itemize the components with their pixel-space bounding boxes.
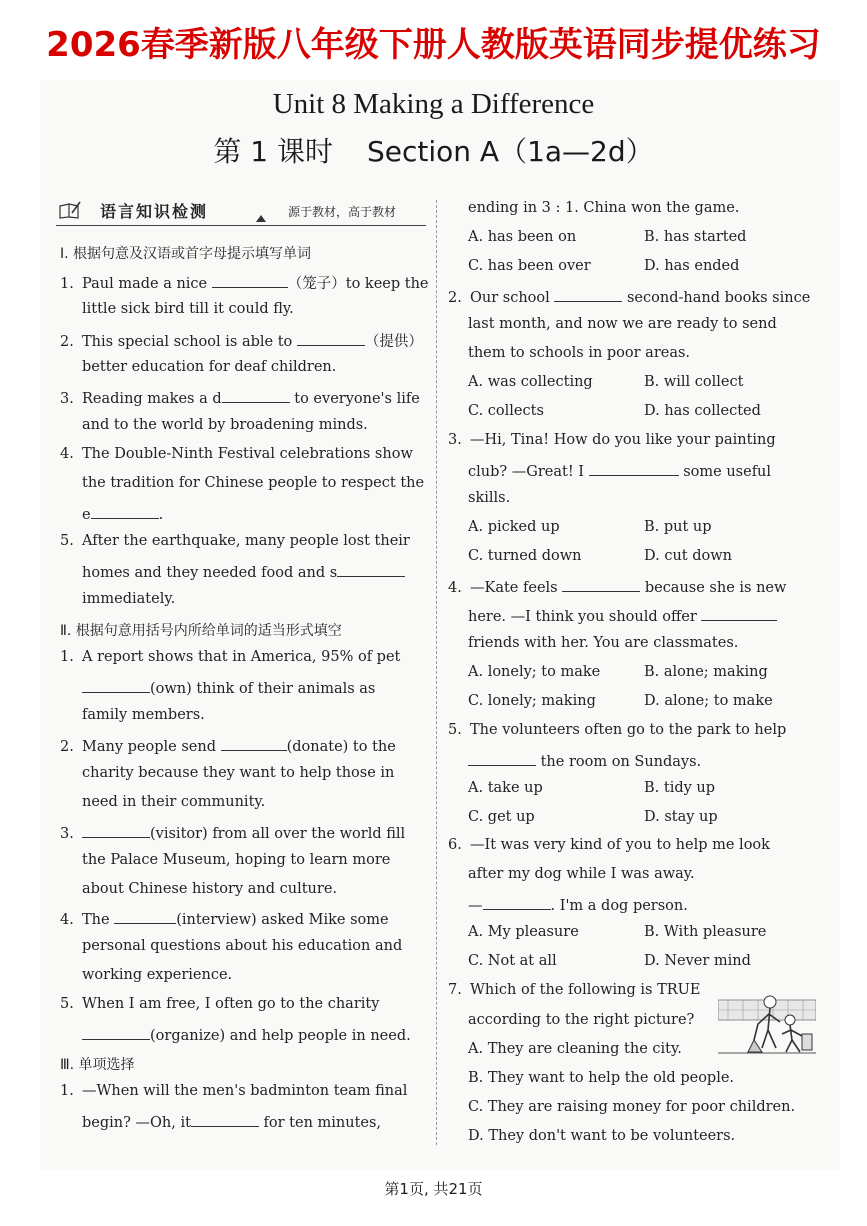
lesson-title [0, 130, 867, 172]
list-item: 1. Paul made a nice （笼子）to keep the [60, 272, 426, 293]
answer-blank[interactable] [589, 461, 679, 476]
list-item-continuation: and to the world by broadening minds. [82, 417, 368, 433]
list-item: 5. The volunteers often go to the park to help [448, 722, 787, 738]
list-item: 2. This special school is able to （提供） [60, 330, 423, 351]
list-item: 4. The (interview) asked Mike some [60, 909, 389, 928]
option-c[interactable]: C. lonely; making [468, 693, 596, 709]
list-item-continuation: need in their community. [82, 794, 266, 810]
option-c[interactable]: C. get up [468, 809, 535, 825]
part3-title: Ⅲ. 单项选择 [60, 1057, 135, 1073]
list-item-continuation: the room on Sundays. [468, 751, 701, 770]
option-c[interactable]: C. They are raising money for poor children. [468, 1099, 796, 1115]
list-item: 3. (visitor) from all over the world fill [60, 823, 405, 842]
option-a[interactable]: A. My pleasure [468, 924, 579, 940]
section-header [56, 197, 426, 226]
lesson-section: Section A（1a—2d） [366, 135, 654, 168]
option-b[interactable]: B. put up [644, 519, 712, 535]
answer-blank[interactable] [221, 736, 287, 751]
answer-blank[interactable] [82, 823, 150, 838]
option-d[interactable]: D. Never mind [644, 953, 751, 969]
unit-title: Unit 8 Making a Difference [272, 88, 595, 120]
list-item-continuation: begin? —Oh, it for ten minutes, [82, 1112, 381, 1131]
option-d[interactable]: D. stay up [644, 809, 718, 825]
list-item-continuation: according to the right picture? [468, 1012, 695, 1028]
list-item-continuation: here. —I think you should offer [468, 606, 777, 625]
answer-blank[interactable] [82, 1025, 150, 1040]
answer-blank[interactable] [82, 678, 150, 693]
option-a[interactable]: A. They are cleaning the city. [468, 1041, 682, 1057]
section-header-subtitle: 源于教材，高于教材 [288, 205, 397, 219]
option-b[interactable]: B. has started [644, 229, 747, 245]
option-a[interactable]: A. was collecting [468, 374, 593, 390]
option-c[interactable]: C. collects [468, 403, 544, 419]
option-a[interactable]: A. take up [468, 780, 543, 796]
answer-blank[interactable] [91, 504, 159, 519]
list-item-continuation: the tradition for Chinese people to respect the [82, 475, 425, 491]
list-item-continuation: them to schools in poor areas. [468, 345, 691, 361]
column-divider [436, 200, 437, 1145]
list-item-continuation: last month, and now we are ready to send [468, 316, 777, 332]
list-item: 3. —Hi, Tina! How do you like your painting [448, 432, 776, 448]
list-item-continuation: (own) think of their animals as [82, 678, 375, 697]
list-item-continuation: family members. [82, 707, 205, 723]
list-item-continuation: (organize) and help people in need. [82, 1025, 411, 1044]
list-item: 5. After the earthquake, many people lost their [60, 533, 410, 549]
option-c[interactable]: C. turned down [468, 548, 582, 564]
list-item: 7. Which of the following is TRUE [448, 982, 701, 998]
option-a[interactable]: A. lonely; to make [468, 664, 601, 680]
option-c[interactable]: C. Not at all [468, 953, 557, 969]
option-d[interactable]: D. alone; to make [644, 693, 773, 709]
book-pencil-icon [58, 200, 82, 220]
option-c[interactable]: C. has been over [468, 258, 591, 274]
part1-title: Ⅰ. 根据句意及汉语或首字母提示填写单词 [60, 246, 312, 262]
page-footer: 第1页, 共21页 [384, 1180, 483, 1198]
answer-blank[interactable] [191, 1112, 259, 1127]
list-item-continuation: club? —Great! I some useful [468, 461, 771, 480]
list-item-continuation: skills. [468, 490, 511, 506]
list-item-continuation: charity because they want to help those in [82, 765, 395, 781]
option-b[interactable]: B. They want to help the old people. [468, 1070, 735, 1086]
answer-blank[interactable] [483, 895, 551, 910]
section-header-title: 语言知识检测 [100, 202, 209, 221]
list-item: 3. Reading makes a d to everyone's life [60, 388, 420, 407]
option-a[interactable]: A. has been on [468, 229, 577, 245]
list-item-continuation: little sick bird till it could fly. [82, 301, 294, 317]
volunteers-cleaning-illustration [718, 990, 816, 1056]
option-d[interactable]: D. cut down [644, 548, 732, 564]
answer-blank[interactable] [554, 287, 622, 302]
answer-blank[interactable] [297, 331, 365, 346]
option-d[interactable]: D. They don't want to be volunteers. [468, 1128, 736, 1144]
list-item-continuation: — . I'm a dog person. [468, 895, 688, 914]
answer-blank[interactable] [562, 577, 640, 592]
answer-blank[interactable] [701, 606, 777, 621]
list-item: 6. —It was very kind of you to help me look [448, 837, 770, 853]
option-b[interactable]: B. With pleasure [644, 924, 767, 940]
part2-title: Ⅱ. 根据句意用括号内所给单词的适当形式填空 [60, 623, 342, 639]
answer-blank[interactable] [222, 388, 290, 403]
list-item: 1. —When will the men's badminton team final [60, 1083, 408, 1099]
list-item-continuation: after my dog while I was away. [468, 866, 695, 882]
triangle-marker-icon [256, 215, 266, 222]
list-item-continuation: immediately. [82, 591, 176, 607]
list-item-continuation: e . [82, 504, 163, 523]
list-item-continuation: ending in 3 : 1. China won the game. [468, 200, 740, 216]
list-item: 5. When I am free, I often go to the charity [60, 996, 380, 1012]
answer-blank[interactable] [212, 273, 288, 288]
option-b[interactable]: B. alone; making [644, 664, 768, 680]
answer-blank[interactable] [337, 562, 405, 577]
list-item-continuation: homes and they needed food and s [82, 562, 405, 581]
list-item-continuation: personal questions about his education and [82, 938, 403, 954]
option-b[interactable]: B. will collect [644, 374, 744, 390]
answer-blank[interactable] [114, 909, 176, 924]
list-item-continuation: working experience. [82, 967, 233, 983]
option-d[interactable]: D. has collected [644, 403, 761, 419]
list-item: 1. A report shows that in America, 95% of pet [60, 649, 401, 665]
list-item-continuation: about Chinese history and culture. [82, 881, 338, 897]
answer-blank[interactable] [468, 751, 536, 766]
list-item: 4. —Kate feels because she is new [448, 577, 786, 596]
list-item: 4. The Double-Ninth Festival celebrations show [60, 446, 413, 462]
list-item: 2. Our school second-hand books since [448, 287, 810, 306]
list-item-continuation: better education for deaf children. [82, 359, 337, 375]
list-item: 2. Many people send (donate) to the [60, 736, 396, 755]
option-d[interactable]: D. has ended [644, 258, 740, 274]
list-item-continuation: friends with her. You are classmates. [468, 635, 739, 651]
lesson-prefix: 第 1 课时 [213, 135, 333, 168]
option-a[interactable]: A. picked up [468, 519, 560, 535]
list-item-continuation: the Palace Museum, hoping to learn more [82, 852, 391, 868]
banner-title: 2026春季新版八年级下册人教版英语同步提优练习 [46, 25, 821, 65]
option-b[interactable]: B. tidy up [644, 780, 716, 796]
